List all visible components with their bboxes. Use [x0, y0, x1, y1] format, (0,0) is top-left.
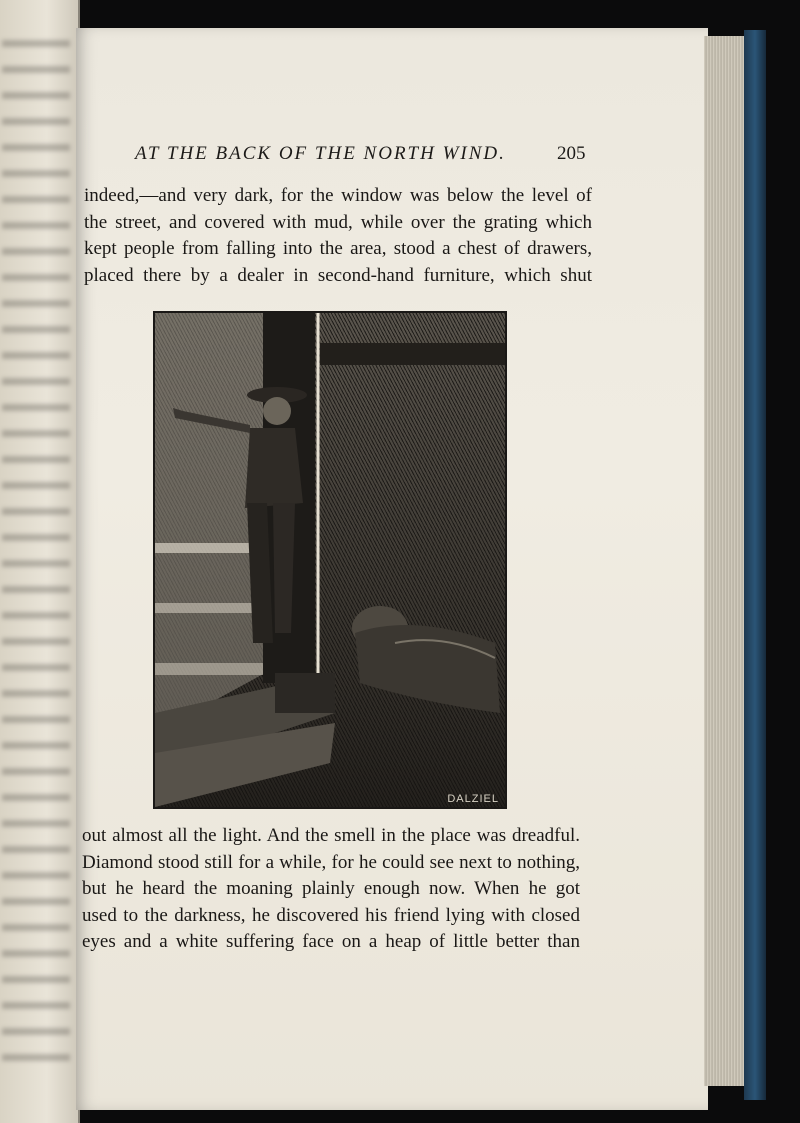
text-line: out almost all the light. And the smell in the place was dreadful.	[82, 825, 580, 846]
running-head-title: AT THE BACK OF THE NORTH WIND.	[135, 143, 506, 164]
text-line: but he heard the moaning plainly enough now. When he got	[82, 878, 580, 899]
paragraph-bottom	[82, 823, 580, 956]
text-line: used to the darkness, he discovered his friend lying with closed	[82, 904, 580, 926]
blurred-left-page-text	[2, 40, 70, 1080]
book-cover-edge	[744, 30, 766, 1100]
facing-left-page	[0, 0, 80, 1123]
text-line: indeed,—and very dark, for the window was below the level of	[84, 185, 592, 206]
page-block-edge	[704, 36, 746, 1086]
page-number: 205	[557, 143, 586, 164]
engraving-drawing	[155, 313, 505, 807]
text-line: eyes and a white suffering face on a heap of little better than	[82, 931, 580, 952]
text-line: Diamond stood still for a while, for he could see next to nothing,	[82, 851, 580, 873]
engraver-signature: DALZIEL	[447, 793, 499, 805]
engraving-illustration	[153, 311, 507, 809]
text-line: kept people from falling into the area, stood a chest of drawers,	[84, 238, 592, 259]
text-line: the street, and covered with mud, while over the grating which	[84, 211, 592, 233]
text-line: placed there by a dealer in second-hand furniture, which shut	[84, 264, 592, 286]
paragraph-top	[84, 183, 592, 289]
